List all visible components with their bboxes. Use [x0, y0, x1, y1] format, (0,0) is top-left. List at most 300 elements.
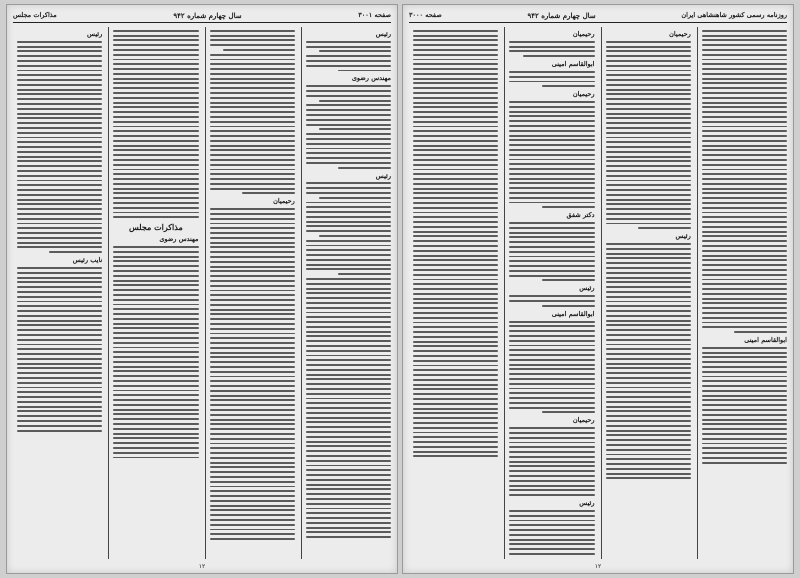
text-line [306, 133, 391, 135]
text-line [542, 206, 595, 208]
text-line [509, 265, 594, 267]
text-line [702, 135, 787, 137]
text-line [509, 173, 594, 175]
text-line [210, 309, 295, 311]
text-line [606, 74, 691, 76]
text-line [306, 421, 391, 423]
text-line [606, 382, 691, 384]
text-line [413, 30, 498, 32]
text-line [702, 423, 787, 425]
text-line [306, 90, 391, 92]
text-line [306, 259, 391, 261]
text-line [606, 122, 691, 124]
text-line [413, 235, 498, 237]
text-line [702, 173, 787, 175]
text-line [413, 326, 498, 328]
text-line [702, 78, 787, 80]
text-line [606, 272, 691, 274]
text-line [413, 345, 498, 347]
text-line [210, 35, 295, 37]
text-line [509, 524, 594, 526]
text-line [17, 218, 102, 220]
text-line [702, 414, 787, 416]
text-line [17, 377, 102, 379]
text-line [413, 293, 498, 295]
text-line [606, 248, 691, 250]
text-line [509, 321, 594, 323]
text-line [17, 213, 102, 215]
text-line [523, 55, 595, 57]
text-line [306, 254, 391, 256]
text-line [702, 126, 787, 128]
text-line [413, 288, 498, 290]
text-line [606, 425, 691, 427]
text-line [210, 505, 295, 507]
text-line [509, 270, 594, 272]
text-line [702, 428, 787, 430]
text-line [306, 508, 391, 510]
text-line [113, 361, 198, 363]
text-line [17, 401, 102, 403]
text-line [413, 403, 498, 405]
text-line [17, 267, 102, 269]
text-line [306, 340, 391, 342]
text-line [210, 213, 295, 215]
text-line [509, 543, 594, 545]
text-line [113, 294, 198, 296]
text-line [606, 463, 691, 465]
text-line [606, 60, 691, 62]
text-line [413, 374, 498, 376]
text-line [734, 331, 787, 333]
text-line [17, 296, 102, 298]
text-line [413, 39, 498, 41]
text-line [606, 277, 691, 279]
text-line [542, 305, 595, 307]
text-line [413, 49, 498, 51]
text-line [306, 369, 391, 371]
text-line [509, 236, 594, 238]
text-line [17, 301, 102, 303]
text-line [509, 432, 594, 434]
text-line [702, 30, 787, 32]
text-line [17, 55, 102, 57]
speaker-label: ابوالقاسم امینی [744, 336, 787, 344]
text-line [113, 197, 198, 199]
section-title: مذاکرات مجلس [128, 222, 183, 233]
text-line [606, 103, 691, 105]
text-line [606, 117, 691, 119]
text-line [413, 207, 498, 209]
text-line [210, 294, 295, 296]
text-line [606, 310, 691, 312]
text-line [113, 54, 198, 56]
text-line [606, 348, 691, 350]
text-line [113, 351, 198, 353]
text-line [413, 384, 498, 386]
text-line [17, 420, 102, 422]
text-line [509, 139, 594, 141]
text-line [210, 164, 295, 166]
text-line [702, 97, 787, 99]
text-line [606, 203, 691, 205]
text-line [606, 339, 691, 341]
text-line [17, 391, 102, 393]
text-line [413, 331, 498, 333]
text-line [210, 227, 295, 229]
text-line [306, 240, 391, 242]
text-line [509, 163, 594, 165]
text-line [113, 304, 198, 306]
text-line [413, 264, 498, 266]
text-line [413, 44, 498, 46]
text-line [413, 68, 498, 70]
text-line [413, 255, 498, 257]
text-line [509, 182, 594, 184]
text-line [210, 380, 295, 382]
text-line [509, 520, 594, 522]
text-line [113, 111, 198, 113]
text-line [17, 277, 102, 279]
text-line [17, 79, 102, 81]
text-line [113, 183, 198, 185]
left-page-columns [13, 27, 391, 559]
text-line [17, 396, 102, 398]
text-line [606, 458, 691, 460]
text-line [17, 65, 102, 67]
text-line [210, 337, 295, 339]
text-line [113, 447, 198, 449]
text-line [306, 202, 391, 204]
text-line [702, 35, 787, 37]
text-line [319, 100, 391, 102]
text-line [606, 391, 691, 393]
text-line [413, 111, 498, 113]
text-line [113, 44, 198, 46]
text-line [606, 363, 691, 365]
text-line [702, 385, 787, 387]
text-line [17, 103, 102, 105]
text-line [606, 132, 691, 134]
text-line [113, 35, 198, 37]
text-line [113, 275, 198, 277]
text-line [702, 307, 787, 309]
left-page [6, 4, 398, 574]
text-line [17, 320, 102, 322]
text-line [606, 301, 691, 303]
text-line [702, 298, 787, 300]
text-line [606, 175, 691, 177]
text-line [413, 302, 498, 304]
text-line [306, 292, 391, 294]
text-line [319, 197, 391, 199]
text-line [113, 178, 198, 180]
text-line [306, 264, 391, 266]
speaker-label: رحیمیان [572, 90, 595, 99]
text-line [306, 522, 391, 524]
text-line [702, 259, 787, 261]
text-line [210, 44, 295, 46]
text-line [606, 367, 691, 369]
text-line [702, 145, 787, 147]
text-line [509, 168, 594, 170]
text-line [223, 49, 295, 51]
text-line [113, 159, 198, 161]
text-line [113, 442, 198, 444]
text-line [702, 462, 787, 464]
text-line [17, 208, 102, 210]
text-line [509, 330, 594, 332]
right-column-4 [409, 27, 498, 559]
text-line [702, 154, 787, 156]
text-line [210, 371, 295, 373]
text-line [306, 119, 391, 121]
text-line [113, 256, 198, 258]
text-line [113, 68, 198, 70]
text-line [306, 355, 391, 357]
text-line [702, 302, 787, 304]
text-line [413, 154, 498, 156]
text-line [702, 356, 787, 358]
text-line [702, 457, 787, 459]
text-line [702, 361, 787, 363]
text-line [306, 278, 391, 280]
text-line [113, 323, 198, 325]
text-line [306, 143, 391, 145]
text-line [17, 189, 102, 191]
text-line [606, 387, 691, 389]
text-line [210, 356, 295, 358]
text-line [210, 490, 295, 492]
text-line [306, 221, 391, 223]
text-line [606, 93, 691, 95]
text-line [606, 410, 691, 412]
text-line [606, 324, 691, 326]
text-line [702, 279, 787, 281]
text-line [306, 182, 391, 184]
text-line [113, 399, 198, 401]
text-line [702, 130, 787, 132]
text-line [210, 106, 295, 108]
text-line [17, 410, 102, 412]
text-line [306, 335, 391, 337]
text-line [606, 165, 691, 167]
text-line [113, 173, 198, 175]
text-line [606, 449, 691, 451]
text-line [509, 489, 594, 491]
text-line [413, 427, 498, 429]
text-line [210, 251, 295, 253]
text-line [509, 364, 594, 366]
text-line [606, 113, 691, 115]
text-line [210, 78, 295, 80]
text-line [509, 135, 594, 137]
text-line [509, 178, 594, 180]
text-line [606, 401, 691, 403]
right-column-1 [697, 27, 787, 559]
text-line [210, 333, 295, 335]
text-line [210, 438, 295, 440]
text-line [17, 334, 102, 336]
speaker-label: رحیمیان [669, 30, 691, 38]
text-line [113, 59, 198, 61]
text-line [509, 392, 594, 394]
text-line [17, 358, 102, 360]
text-line [413, 130, 498, 132]
text-line [413, 197, 498, 199]
text-line [606, 218, 691, 220]
text-line [113, 347, 198, 349]
text-line [702, 73, 787, 75]
text-line [17, 70, 102, 72]
text-line [306, 388, 391, 390]
text-line [306, 307, 391, 309]
text-line [210, 529, 295, 531]
text-line [702, 447, 787, 449]
text-line [306, 527, 391, 529]
text-line [509, 106, 594, 108]
text-line [702, 116, 787, 118]
text-line [509, 197, 594, 199]
text-line [509, 368, 594, 370]
text-line [413, 121, 498, 123]
text-line [509, 485, 594, 487]
text-line [242, 192, 295, 194]
text-line [413, 173, 498, 175]
text-line [210, 97, 295, 99]
text-line [306, 268, 391, 270]
text-line [413, 398, 498, 400]
text-line [17, 151, 102, 153]
text-line [306, 41, 391, 43]
left-page-header [13, 8, 391, 23]
text-line [113, 260, 198, 262]
text-line [210, 140, 295, 142]
text-line [702, 245, 787, 247]
text-line [509, 227, 594, 229]
text-line [702, 322, 787, 324]
text-line [306, 398, 391, 400]
text-line [702, 366, 787, 368]
text-line [210, 218, 295, 220]
text-line [509, 149, 594, 151]
text-line [210, 514, 295, 516]
text-line [210, 486, 295, 488]
text-line [702, 438, 787, 440]
text-line [509, 300, 594, 302]
text-line [606, 344, 691, 346]
text-line [413, 388, 498, 390]
text-line [306, 531, 391, 533]
text-line [306, 350, 391, 352]
text-line [113, 342, 198, 344]
text-line [509, 345, 594, 347]
text-line [306, 512, 391, 514]
text-line [606, 473, 691, 475]
speaker-label: مهندس رضوی [351, 74, 391, 83]
text-line [113, 332, 198, 334]
text-line [210, 159, 295, 161]
text-line [210, 63, 295, 65]
text-line [210, 275, 295, 277]
text-line [113, 404, 198, 406]
text-line [210, 237, 295, 239]
text-line [509, 461, 594, 463]
text-line [413, 231, 498, 233]
text-line [413, 140, 498, 142]
speaker-label: رئیس [87, 30, 103, 38]
text-line [17, 165, 102, 167]
text-line [113, 126, 198, 128]
text-line [606, 151, 691, 153]
text-line [702, 288, 787, 290]
text-line [210, 208, 295, 210]
text-line [210, 443, 295, 445]
text-line [210, 495, 295, 497]
text-line [509, 251, 594, 253]
text-line [17, 425, 102, 427]
text-line [210, 414, 295, 416]
text-line [413, 97, 498, 99]
text-line [413, 87, 498, 89]
text-line [210, 519, 295, 521]
text-line [113, 289, 198, 291]
text-line [702, 352, 787, 354]
text-line [113, 394, 198, 396]
text-line [306, 460, 391, 462]
text-line [113, 212, 198, 214]
text-line [210, 509, 295, 511]
text-line [413, 259, 498, 261]
text-line [210, 188, 295, 190]
text-line [702, 255, 787, 257]
text-line [702, 371, 787, 373]
text-line [210, 409, 295, 411]
left-header-left: مذاکرات مجلس [13, 11, 57, 19]
text-line [210, 466, 295, 468]
left-column-3 [108, 27, 198, 559]
text-line [319, 50, 391, 52]
text-line [210, 347, 295, 349]
text-line [606, 84, 691, 86]
text-line [306, 493, 391, 495]
text-line [306, 316, 391, 318]
text-line [113, 370, 198, 372]
text-line [113, 145, 198, 147]
text-line [606, 89, 691, 91]
text-line [702, 433, 787, 435]
text-line [306, 85, 391, 87]
text-line [702, 164, 787, 166]
text-line [606, 137, 691, 139]
text-line [113, 409, 198, 411]
text-line [702, 269, 787, 271]
text-line [306, 503, 391, 505]
text-line [306, 359, 391, 361]
text-line [210, 457, 295, 459]
text-line [113, 78, 198, 80]
speaker-label: ابوالقاسم امینی [551, 309, 595, 318]
text-line [606, 430, 691, 432]
text-line [509, 50, 594, 52]
text-line [319, 235, 391, 237]
text-line [509, 354, 594, 356]
text-line [210, 361, 295, 363]
text-line [113, 356, 198, 358]
text-line [17, 180, 102, 182]
text-line [210, 447, 295, 449]
text-line [606, 396, 691, 398]
